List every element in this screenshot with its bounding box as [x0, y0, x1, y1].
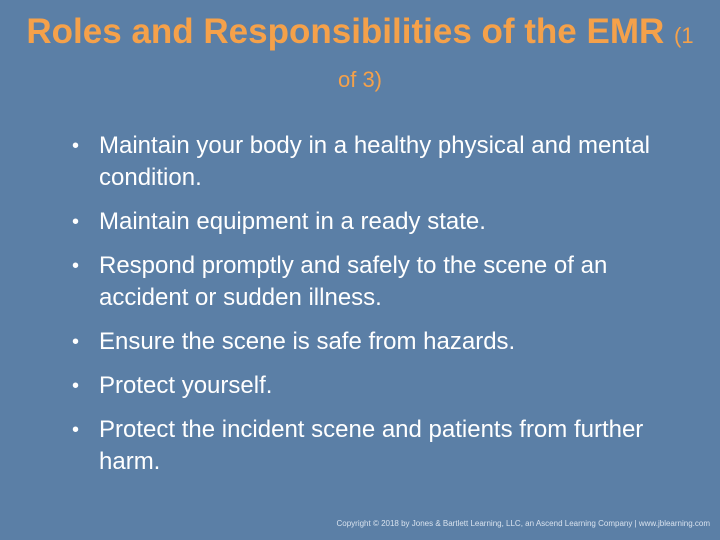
bullet-dot-icon: •: [72, 255, 80, 277]
bullet-dot-icon: •: [72, 211, 80, 233]
bullet-item: [72, 206, 692, 238]
bullet-item: [72, 250, 692, 314]
bullet-item: [72, 370, 692, 402]
bullet-item: [72, 326, 692, 358]
bullet-item: [72, 414, 692, 478]
slide-title-sub: (1 of 3): [337, 23, 694, 92]
bullet-dot-icon: •: [72, 331, 80, 353]
bullet-text: Maintain your body in a healthy physical and mental condition.: [99, 132, 650, 191]
bullet-dot-icon: •: [72, 419, 80, 441]
bullet-text: Maintain equipment in a ready state.: [99, 208, 486, 235]
bullet-text: Ensure the scene is safe from hazards.: [99, 328, 516, 355]
slide-title: [20, 12, 700, 100]
bullet-item: [72, 130, 692, 194]
bullet-text: Protect the incident scene and patients from further harm.: [99, 416, 644, 475]
bullet-dot-icon: •: [72, 375, 80, 397]
bullet-text: Protect yourself.: [99, 372, 273, 399]
slide-title-main: Roles and Responsibilities of the EMR: [26, 12, 665, 51]
bullet-list: [72, 130, 692, 490]
bullet-dot-icon: •: [72, 135, 80, 157]
bullet-text: Respond promptly and safely to the scene of an accident or sudden illness.: [99, 252, 608, 311]
copyright-footer: Copyright © 2018 by Jones & Bartlett Learning, LLC, an Ascend Learning Company | www.jblearning.com: [336, 519, 710, 528]
